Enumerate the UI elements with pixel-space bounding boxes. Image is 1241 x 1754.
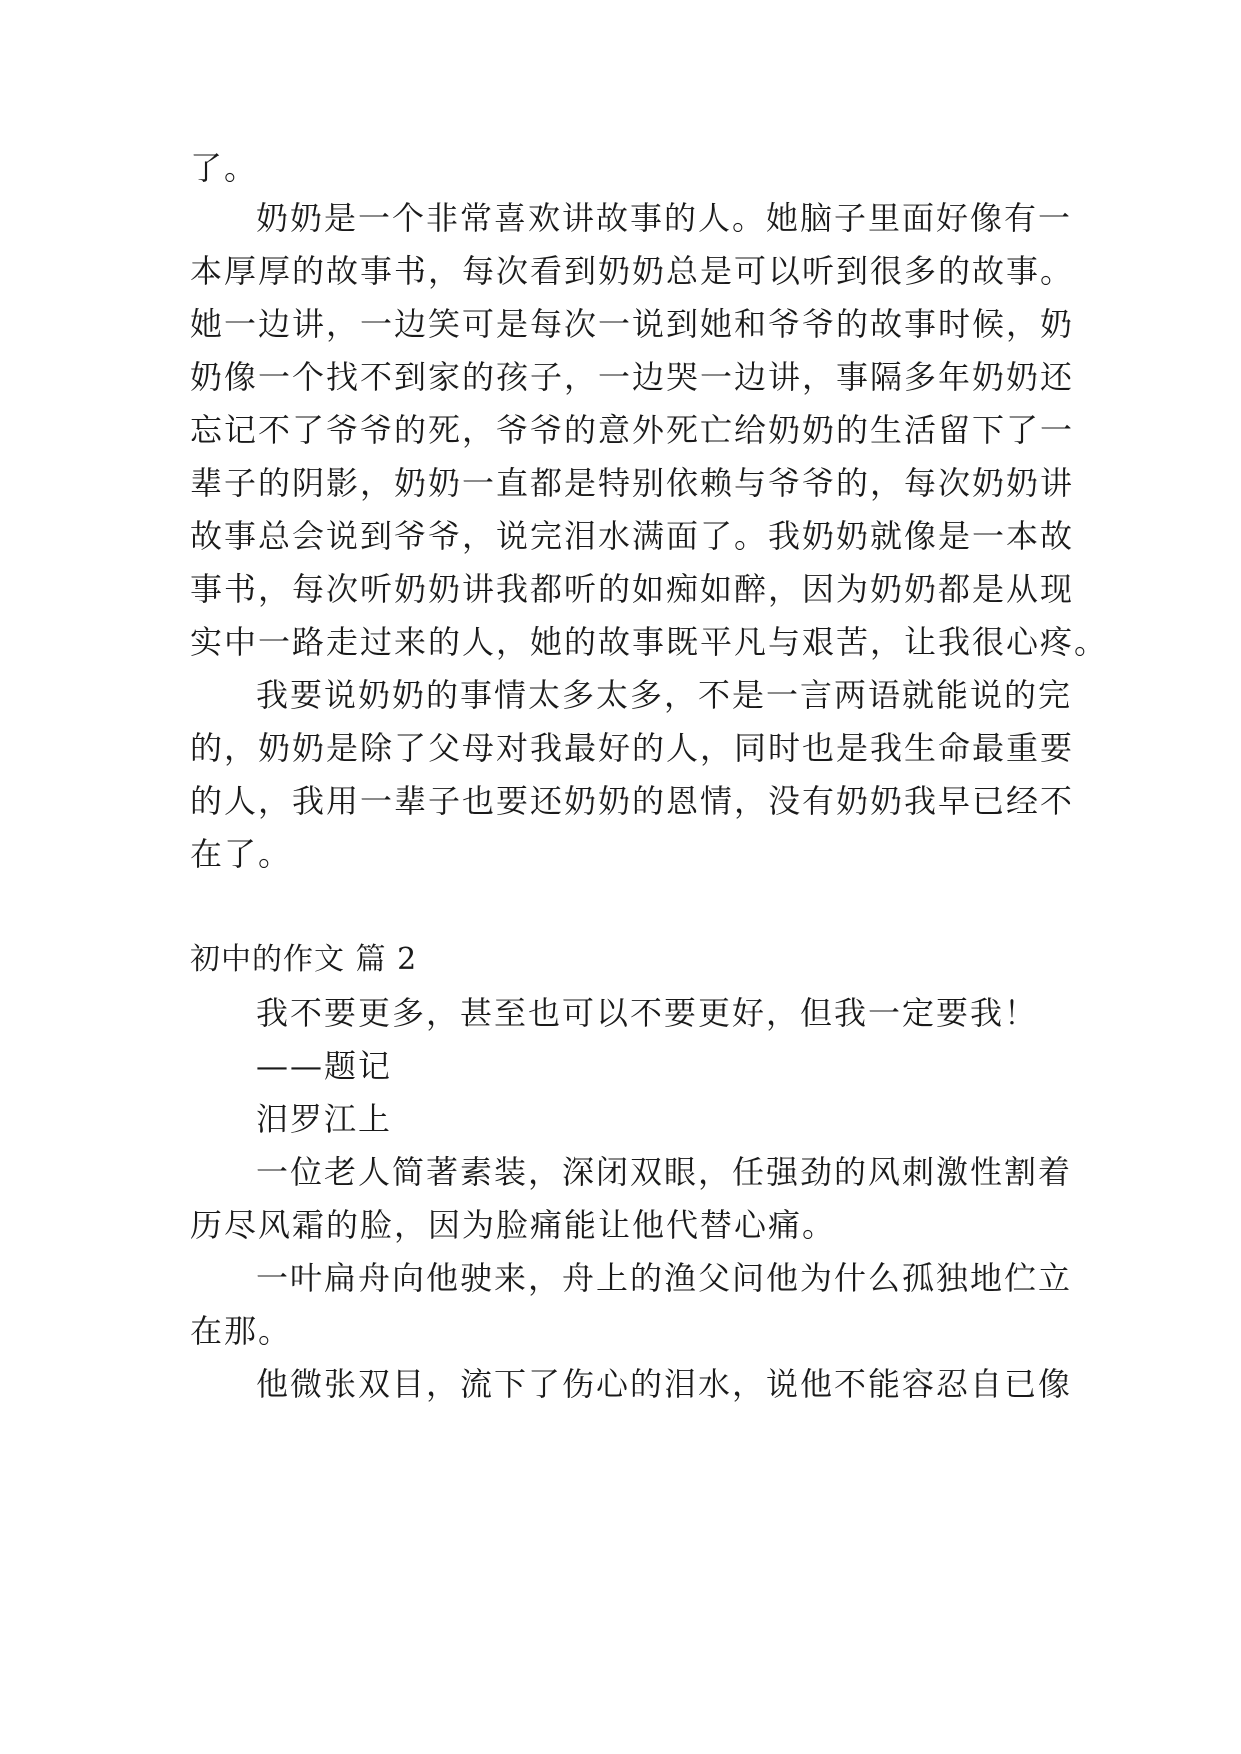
paragraph-start: 汨罗江上	[256, 1100, 393, 1138]
text-line: 历尽风霜的脸，因为脸痛能让他代替心痛。	[190, 1206, 837, 1244]
text-line: 实中一路走过来的人，她的故事既平凡与艰苦，让我很心疼。	[190, 623, 1109, 661]
paragraph-start: 他微张双目，流下了伤心的泪水，说他不能容忍自已像	[256, 1365, 1073, 1403]
section-heading: 初中的作文 篇 2	[190, 942, 418, 977]
text-line: 在了。	[190, 835, 293, 873]
text-line: 的人，我用一辈子也要还奶奶的恩情，没有奶奶我早已经不	[190, 782, 1075, 820]
text-line: 本厚厚的故事书，每次看到奶奶总是可以听到很多的故事。	[190, 252, 1075, 290]
text-line: 辈子的阴影，奶奶一直都是特别依赖与爷爷的，每次奶奶讲	[190, 464, 1075, 502]
text-line: 她一边讲，一边笑可是每次一说到她和爷爷的故事时候，奶	[190, 305, 1075, 343]
epigraph-attribution: ——题记	[256, 1047, 393, 1085]
text-line: 忘记不了爷爷的死，爷爷的意外死亡给奶奶的生活留下了一	[190, 411, 1075, 449]
text-line: 在那。	[190, 1312, 293, 1350]
paragraph-start: 奶奶是一个非常喜欢讲故事的人。她脑子里面好像有一	[256, 199, 1073, 237]
paragraph-start: 我要说奶奶的事情太多太多，不是一言两语就能说的完	[256, 676, 1073, 714]
text-line: 事书，每次听奶奶讲我都听的如痴如醉，因为奶奶都是从现	[190, 570, 1075, 608]
text-line: 故事总会说到爷爷，说完泪水满面了。我奶奶就像是一本故	[190, 517, 1075, 555]
text-line: 了。	[190, 149, 259, 187]
paragraph-start: 一位老人简著素装，深闭双眼，任强劲的风刺激性割着	[256, 1153, 1073, 1191]
paragraph-start: 一叶扁舟向他驶来，舟上的渔父问他为什么孤独地伫立	[256, 1259, 1073, 1297]
text-line: 奶像一个找不到家的孩子，一边哭一边讲，事隔多年奶奶还	[190, 358, 1075, 396]
text-line: 的，奶奶是除了父母对我最好的人，同时也是我生命最重要	[190, 729, 1075, 767]
paragraph-start: 我不要更多，甚至也可以不要更好，但我一定要我！	[256, 994, 1039, 1032]
